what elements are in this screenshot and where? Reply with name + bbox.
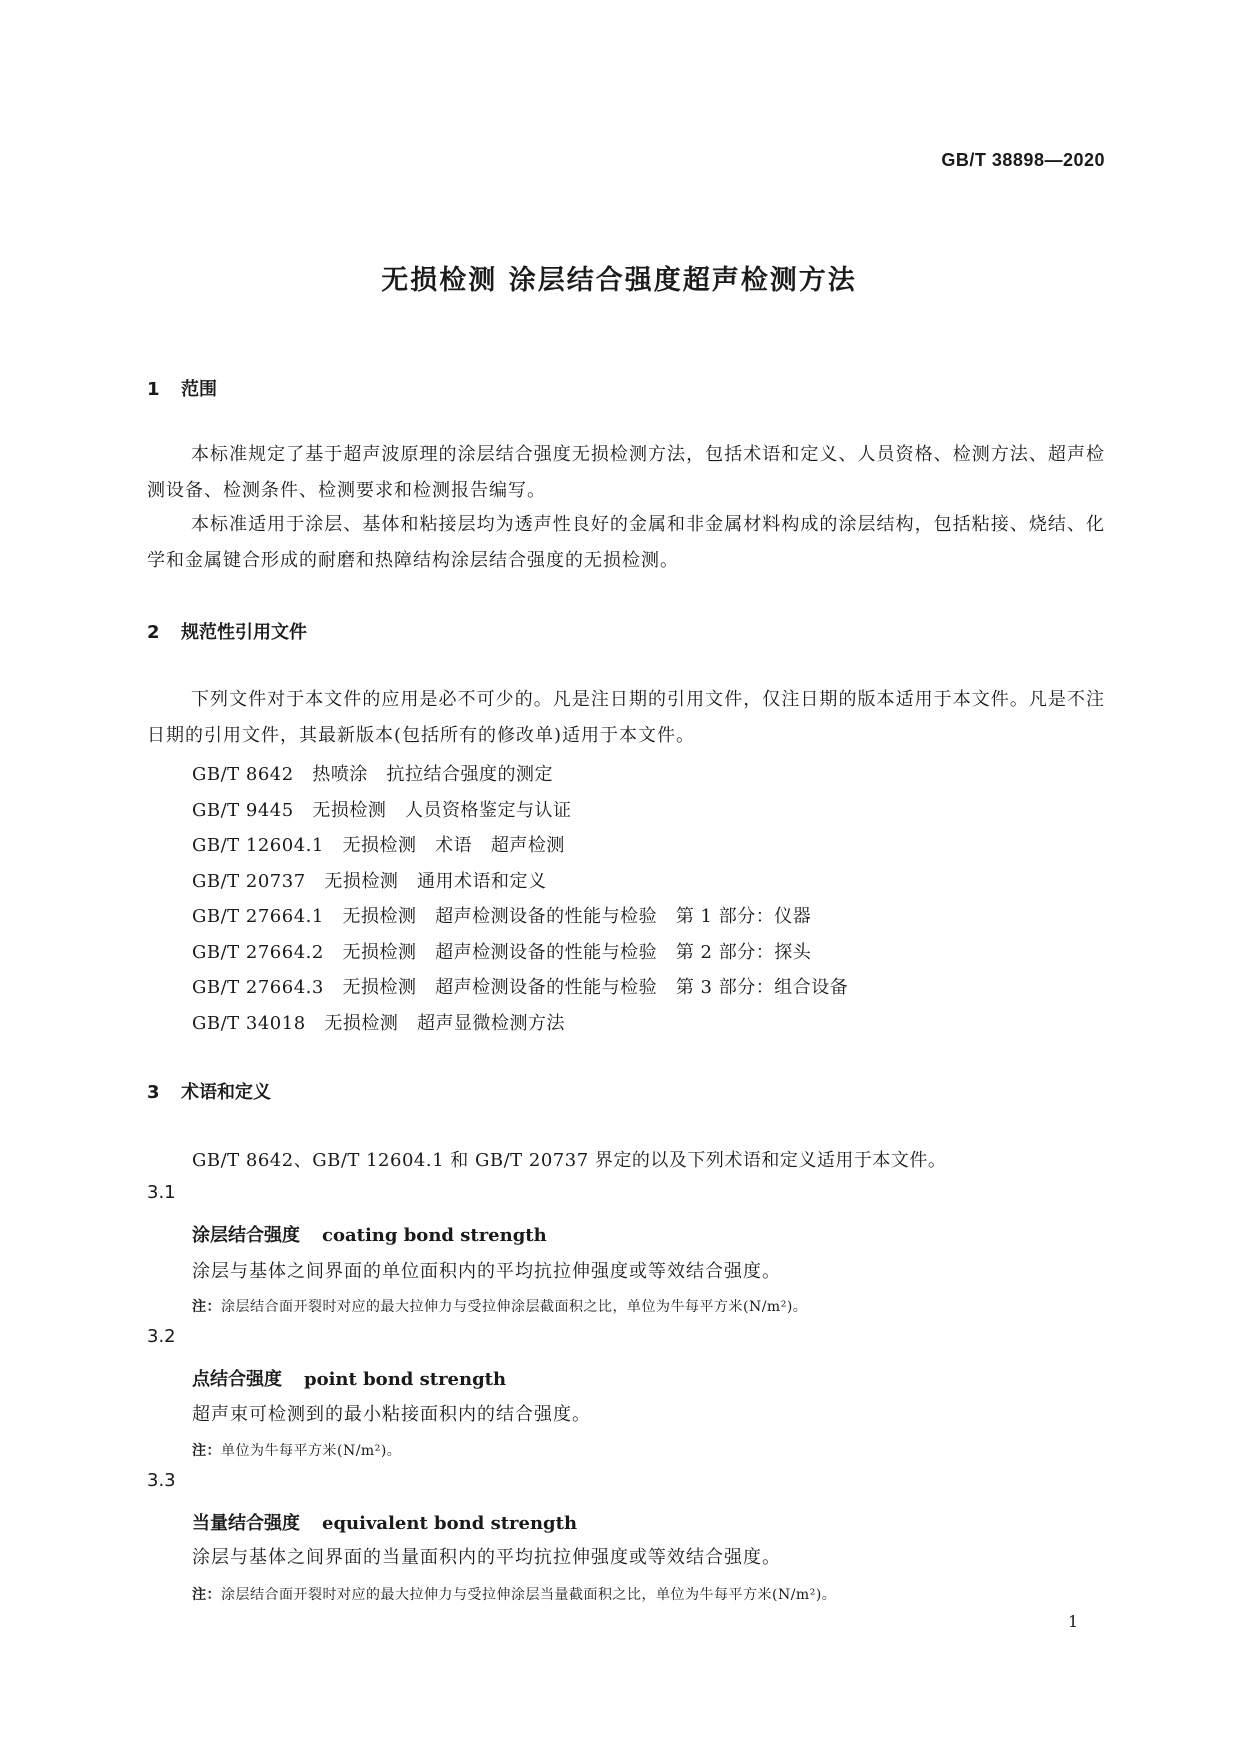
- normative-intro-paragraph: 下列文件对于本文件的应用是必不可少的。凡是注日期的引用文件，仅注日期的版本适用于本文件。凡是不注日期的引用文件，其最新版本(包括所有的修改单)适用于本文件。: [147, 689, 1105, 746]
- reference-item: GB/T 34018 无损检测 超声显微检测方法: [192, 1013, 565, 1034]
- section-title: 规范性引用文件: [181, 622, 307, 643]
- term-definition: 涂层与基体之间界面的单位面积内的平均抗拉伸强度或等效结合强度。: [192, 1261, 781, 1282]
- section-2-heading: [147, 618, 307, 644]
- standard-code: GB/T 38898—2020: [941, 150, 1105, 170]
- note-label: 注：: [192, 1587, 221, 1603]
- term-number: 3.2: [147, 1326, 176, 1347]
- note-text: 涂层结合面开裂时对应的最大拉伸力与受拉伸涂层截面积之比，单位为牛每平方米(N/m²)。: [221, 1299, 808, 1315]
- reference-item: GB/T 9445 无损检测 人员资格鉴定与认证: [192, 800, 572, 821]
- section-title: 术语和定义: [181, 1082, 271, 1103]
- term-definition: 涂层与基体之间界面的当量面积内的平均抗拉伸强度或等效结合强度。: [192, 1547, 781, 1568]
- term-note: [192, 1440, 401, 1460]
- term-cn: 涂层结合强度: [192, 1225, 300, 1246]
- scope-paragraph-1: 本标准规定了基于超声波原理的涂层结合强度无损检测方法，包括术语和定义、人员资格、检测方法、超声检测设备、检测条件、检测要求和检测报告编写。: [147, 444, 1105, 501]
- term-note: [192, 1296, 807, 1316]
- reference-item: GB/T 27664.1 无损检测 超声检测设备的性能与检验 第 1 部分：仪器: [192, 906, 812, 927]
- term-cn: 当量结合强度: [192, 1513, 300, 1534]
- section-number: 3: [147, 1082, 160, 1103]
- term-heading: [192, 1365, 506, 1391]
- section-1-heading: [147, 375, 217, 401]
- term-heading: [192, 1221, 547, 1247]
- section-title: 范围: [181, 379, 217, 400]
- term-en: point bond strength: [304, 1369, 507, 1390]
- term-cn: 点结合强度: [192, 1369, 282, 1390]
- reference-item: GB/T 8642 热喷涂 抗拉结合强度的测定: [192, 764, 554, 785]
- note-label: 注：: [192, 1443, 221, 1459]
- term-number: 3.3: [147, 1470, 176, 1491]
- terms-intro: GB/T 8642、GB/T 12604.1 和 GB/T 20737 界定的以及下列术语和定义适用于本文件。: [192, 1150, 947, 1171]
- term-en: equivalent bond strength: [322, 1513, 578, 1534]
- term-number: 3.1: [147, 1182, 176, 1203]
- term-note: [192, 1584, 836, 1604]
- section-number: 2: [147, 622, 160, 643]
- reference-item: GB/T 27664.3 无损检测 超声检测设备的性能与检验 第 3 部分：组合设备: [192, 977, 849, 998]
- section-number: 1: [147, 379, 160, 400]
- term-en: coating bond strength: [322, 1225, 547, 1246]
- document-title: 无损检测 涂层结合强度超声检测方法: [381, 265, 857, 296]
- page-number: 1: [1068, 1612, 1079, 1631]
- reference-item: GB/T 27664.2 无损检测 超声检测设备的性能与检验 第 2 部分：探头: [192, 942, 812, 963]
- section-3-heading: [147, 1078, 271, 1104]
- note-label: 注：: [192, 1299, 221, 1315]
- reference-item: GB/T 12604.1 无损检测 术语 超声检测: [192, 835, 565, 856]
- reference-item: GB/T 20737 无损检测 通用术语和定义: [192, 871, 547, 892]
- note-text: 涂层结合面开裂时对应的最大拉伸力与受拉伸涂层当量截面积之比，单位为牛每平方米(N/m²)。: [221, 1587, 837, 1603]
- term-definition: 超声束可检测到的最小粘接面积内的结合强度。: [192, 1404, 591, 1425]
- note-text: 单位为牛每平方米(N/m²)。: [221, 1443, 402, 1459]
- term-heading: [192, 1509, 577, 1535]
- scope-paragraph-2: 本标准适用于涂层、基体和粘接层均为透声性良好的金属和非金属材料构成的涂层结构，包括粘接、烧结、化学和金属键合形成的耐磨和热障结构涂层结合强度的无损检测。: [147, 514, 1105, 571]
